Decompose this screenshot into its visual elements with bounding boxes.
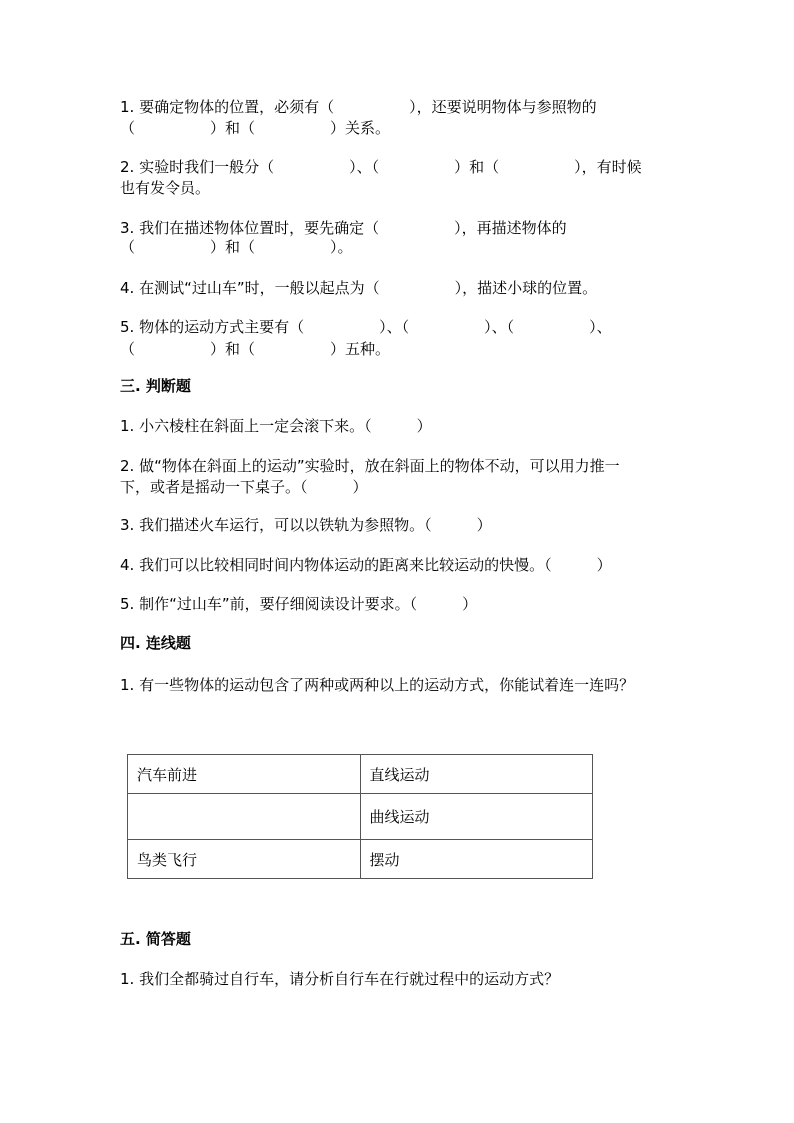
table-cell: 曲线运动 — [360, 794, 593, 840]
table-cell: 汽车前进 — [128, 755, 361, 794]
fill-item-3-line-2: （ ）和（ ）。 — [120, 238, 353, 256]
judge-item-5: 5. 制作“过山车”前，要仔细阅读设计要求。（ ） — [120, 595, 478, 613]
table-cell: 鸟类飞行 — [128, 840, 361, 879]
judge-item-3: 3. 我们描述火车运行，可以以铁轨为参照物。（ ） — [120, 516, 492, 534]
fill-item-2-line-2: 也有发令员。 — [120, 179, 211, 197]
fill-item-4-line-1: 4. 在测试“过山车”时，一般以起点为（ ），描述小球的位置。 — [120, 279, 598, 297]
section-heading-short: 五. 简答题 — [120, 930, 191, 948]
matching-table — [127, 754, 593, 879]
table-row — [128, 794, 593, 840]
fill-item-5-line-2: （ ）和（ ）五种。 — [120, 340, 391, 358]
judge-item-1: 1. 小六棱柱在斜面上一定会滚下来。（ ） — [120, 417, 432, 435]
section-heading-judge: 三. 判断题 — [120, 377, 191, 395]
judge-item-2-line-1: 2. 做“物体在斜面上的运动”实验时，放在斜面上的物体不动，可以用力推一 — [120, 457, 620, 475]
judge-item-2-line-2: 下，或者是摇动一下桌子。（ ） — [120, 478, 368, 496]
fill-item-2-line-1: 2. 实验时我们一般分（ ）、（ ）和（ ），有时候 — [120, 158, 642, 176]
table-cell: 摆动 — [360, 840, 593, 879]
table-row — [128, 840, 593, 879]
short-question: 1. 我们全都骑过自行车，请分析自行车在行就过程中的运动方式？ — [120, 970, 560, 988]
table-cell: 直线运动 — [360, 755, 593, 794]
fill-item-3-line-1: 3. 我们在描述物体位置时，要先确定（ ），再描述物体的 — [120, 219, 567, 237]
fill-item-5-line-1: 5. 物体的运动方式主要有（ ）、（ ）、（ ）、 — [120, 318, 612, 336]
table-cell — [128, 794, 361, 840]
table-row — [128, 755, 593, 794]
section-heading-connect: 四. 连线题 — [120, 634, 191, 652]
connect-question: 1. 有一些物体的运动包含了两种或两种以上的运动方式，你能试着连一连吗？ — [120, 676, 635, 694]
judge-item-4: 4. 我们可以比较相同时间内物体运动的距离来比较运动的快慢。（ ） — [120, 556, 612, 574]
fill-item-1-line-2: （ ）和（ ）关系。 — [120, 119, 391, 137]
fill-item-1-line-1: 1. 要确定物体的位置，必须有（ ），还要说明物体与参照物的 — [120, 98, 597, 116]
